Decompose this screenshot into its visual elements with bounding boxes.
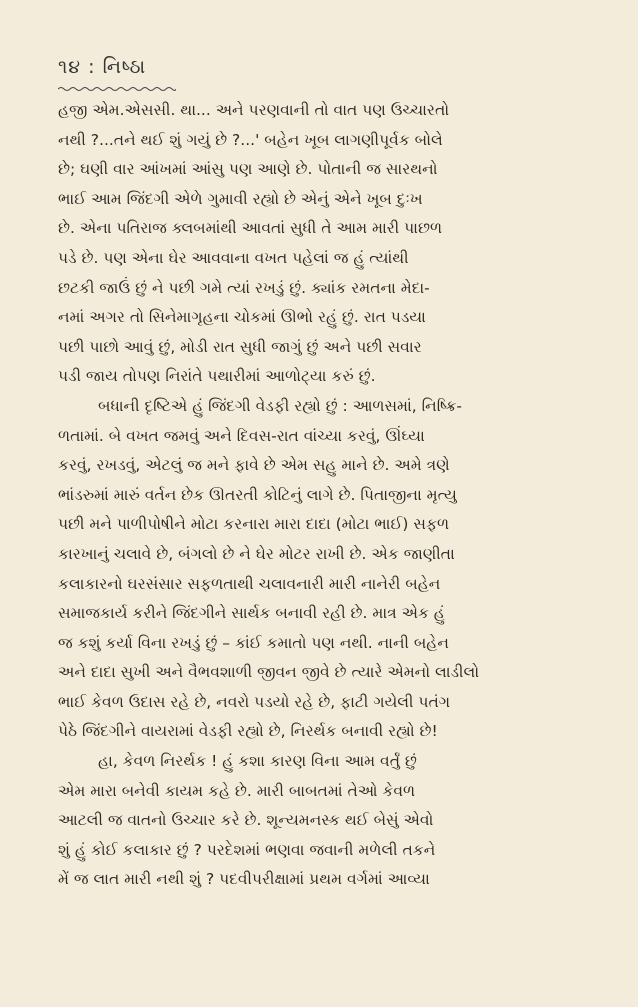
text-line: છે; ઘણી વાર આંખમાં આંસુ પણ આણે છે. પોતાની જ સારથનો: [58, 160, 438, 179]
text-line: નમાં અગર તો સિનેમાગૃહના ચોકમાં ઊભો રહું છું. રાત પડયા: [58, 308, 426, 327]
body-text: [58, 96, 590, 895]
text-line: અને દાદા સુખી અને વૈભવશાળી જીવન જીવે છે ત્યારે એમનો લાડીલો: [58, 663, 480, 682]
text-line: ભાંડરુમાં મારું વર્તન છેક ઊતરતી કોટિનું લાગે છે. પિતાજીના મૃત્યુ: [58, 485, 457, 504]
text-line: છટકી જાઉં છું ને પછી ગમે ત્યાં રખડું છું. ક્યાંક રમતના મેદા-: [58, 278, 430, 297]
text-line: પેઠે જિંદગીને વાયરામાં વેડફી રહ્યો છે, નિરર્થક બનાવી રહ્યો છે!: [58, 722, 438, 741]
text-line: એમ મારા બનેવી કાયમ કહે છે. મારી બાબતમાં તેઓ કેવળ: [58, 781, 416, 800]
wavy-rule-ornament: [58, 86, 176, 92]
paragraph-1: [58, 96, 590, 392]
text-line: કારખાનું ચલાવે છે, બંગલો છે ને ઘેર મોટર રાખી છે. એક જાણીતા: [58, 544, 455, 563]
text-line: પછી પાછો આવું છું, મોડી રાત સુધી જાગું છું અને પછી સવાર: [58, 337, 422, 356]
text-line: પછી મને પાળીપોષીને મોટા કરનારા મારા દાદા (મોટા ભાઈ) સફળ: [58, 515, 450, 534]
text-line: ભાઈ કેવળ ઉદાસ રહે છે, નવરો પડયો રહે છે, ફાટી ગયેલી પતંગ: [58, 692, 451, 711]
text-line: પડે છે. પણ એના ઘેર આવવાના વખત પહેલાં જ હું ત્યાંથી: [58, 248, 409, 267]
text-line: નથી ?...તને થઈ શું ગયું છે ?...' બહેન ખૂબ લાગણીપૂર્વક બોલે: [58, 130, 443, 149]
text-line: ળતામાં. બે વખત જમવું અને દિવસ-રાત વાંચ્યા કરવું, ઊંઘ્યા: [58, 426, 425, 445]
text-line: જ કશું કર્યા વિના રખડું છું – કાંઈ કમાતો પણ નથી. નાની બહેન: [58, 633, 449, 652]
text-line: હજી એમ.એસસી. થા... અને પરણવાની તો વાત પણ ઉચ્ચારતો: [58, 101, 450, 119]
text-line: સમાજકાર્ય કરીને જિંદગીને સાર્થક બનાવી રહી છે. માત્ર એક હું: [58, 604, 445, 623]
running-head: ૧૪ : નિષ્ઠા: [58, 56, 147, 78]
text-line: મેં જ લાત મારી નથી શું ? પદવીપરીક્ષામાં પ્રથમ વર્ગમાં આવ્યા: [58, 870, 430, 889]
text-line: બધાની દૃષ્ટિએ હું જિંદગી વેડફી રહ્યો છું : આળસમાં, નિષ્ક્રિ-: [98, 396, 463, 415]
text-line: ભાઈ આમ જિંદગી એળે ગુમાવી રહ્યો છે એનું એને ખૂબ દુઃખ: [58, 189, 423, 208]
text-line: કલાકારનો ઘરસંસાર સફળતાથી ચલાવનારી મારી નાનેરી બહેન: [58, 574, 441, 593]
text-line: છે. એના પતિરાજ ક્લબમાંથી આવતાં સુધી તે આમ મારી પાછળ: [58, 219, 443, 238]
text-line: આટલી જ વાતનો ઉચ્ચાર કરે છે. શૂન્યમનસ્ક થઈ બેસું એવો: [58, 811, 434, 830]
paragraph-3: [58, 747, 590, 895]
text-line: શું હું કોઈ કલાકાર છું ? પરદેશમાં ભણવા જવાની મળેલી તકને: [58, 840, 436, 859]
paragraph-2: [58, 392, 590, 747]
text-line: પડી જાય તોપણ નિરાંતે પથારીમાં આળોટ્યા કરું છું.: [58, 367, 376, 386]
text-line: કરવું, રખડવું, એટલું જ મને ફાવે છે એમ સહુ માને છે. અમે ત્રણે: [58, 456, 450, 475]
text-line: હા, કેવળ નિરર્થક ! હું કશા કારણ વિના આમ વર્તું છું: [98, 752, 417, 771]
